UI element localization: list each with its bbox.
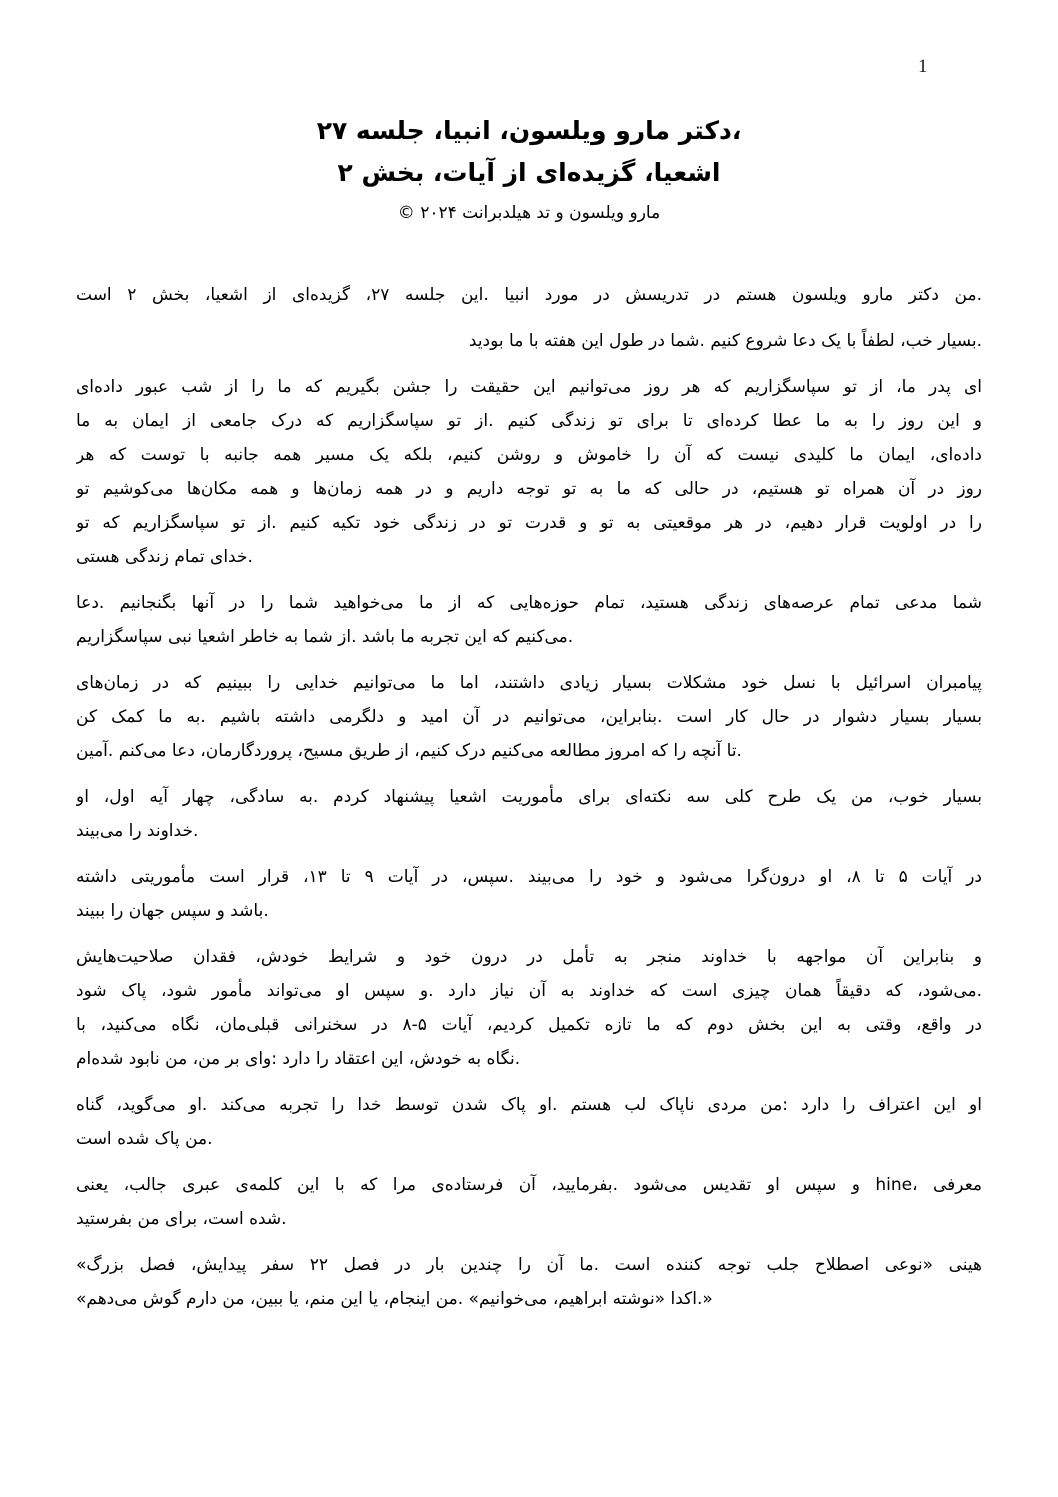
- copyright-byline: مارو ویلسون و تد هیلدبرانت ۲۰۲۴ ©: [397, 203, 661, 223]
- paragraph: [76, 860, 982, 928]
- paragraph: [76, 666, 982, 768]
- text-line: ای پدر ما، از تو سپاسگزاریم که هر روز می‌توانیم این حقیقت را جشن بگیریم که ما را از شب عبور داده‌ای: [76, 377, 982, 397]
- text-line: بسیار خوب، من یک طرح کلی سه نکته‌ای برای مأموریت اشعیا پیشنهاد کردم .به سادگی، چهار آیه اول، او: [76, 787, 982, 807]
- paragraph: [76, 1168, 982, 1236]
- text-line: در واقع، وقتی به این بخش دوم که ما تازه تکمیل کردیم، آیات ۵-۸ در سخنرانی قبلی‌مان، نگاه می‌کنید، با: [76, 1015, 982, 1035]
- text-line: .خداوند را می‌بیند: [76, 821, 199, 841]
- text-line: را در اولویت قرار دهیم، در هر موقعیتی به تو و قدرت تو در زندگی خود تکیه کنیم .از تو سپاسگزاریم که تو: [76, 513, 982, 533]
- text-line: او این اعتراف را دارد :من مردی ناپاک لب هستم .او پاک شدن توسط خدا را تجربه می‌کند .او می‌گوید، گناه: [76, 1095, 982, 1115]
- text-line: و این روز را به ما عطا کرده‌ای تا برای تو زندگی کنیم .از تو سپاسگزاریم که درک جامعی از ایمان به ما: [76, 411, 982, 431]
- text-line: .من پاک شده است: [76, 1129, 213, 1149]
- text-line: شما مدعی تمام عرصه‌های زندگی هستید، تمام حوزه‌هایی که از ما می‌خواهید شما را در آنها بگنجانیم .دعا: [76, 593, 982, 613]
- text-line: .تا آنچه را که امروز مطالعه می‌کنیم درک کنیم، از طریق مسیح، پروردگارمان، دعا می‌کنم .آمین: [76, 741, 742, 761]
- text-line: هینی «نوعی اصطلاح جلب توجه کننده است .ما آن را چندین بار در فصل ۲۲ سفر پیدایش، فصل بزرگ»: [76, 1255, 982, 1275]
- text-line: .می‌شود، که دقیقاً همان چیزی است که خداوند به آن نیاز دارد .و سپس او می‌تواند مأمور شود، پاک شود: [76, 981, 982, 1001]
- text-line: .شده است، برای من بفرستید: [76, 1209, 287, 1229]
- paragraph: [76, 278, 982, 312]
- text-line: در آیات ۵ تا ۸، او درون‌گرا می‌شود و خود را می‌بیند .سپس، در آیات ۹ تا ۱۳، قرار است مأموریتی داشته: [76, 867, 982, 887]
- text-line: روز در آن همراه تو هستیم، در حالی که ما به تو توجه داریم و در همه زمان‌ها و همه مکان‌ها می‌کوشیم تو: [76, 479, 982, 499]
- text-line: بسیار بسیار دشوار در حال کار است .بنابراین، می‌توانیم در آن امید و دلگرمی داشته باشیم .به ما کمک کن: [76, 707, 982, 727]
- text-line: و بنابراین آن مواجهه با خداوند منجر به تأمل در درون خود و شرایط خودش، فقدان صلاحیت‌هایش: [76, 947, 982, 967]
- paragraph: [76, 1088, 982, 1156]
- paragraph: [76, 780, 982, 848]
- text-line: .باشد و سپس جهان را ببیند: [76, 901, 269, 921]
- document-header: [0, 110, 1058, 228]
- paragraph: [76, 586, 982, 654]
- text-line: .نگاه به خودش، این اعتقاد را دارد :وای بر من، من نابود شده‌ام: [76, 1049, 521, 1069]
- text-line: .خدای تمام زندگی هستی: [76, 547, 253, 567]
- text-line: معرفی ،hine و سپس او تقدیس می‌شود .بفرمایید، آن فرستاده‌ی مرا که با این کلمه‌ی عبری جالب، یعنی: [76, 1175, 982, 1195]
- text-line: پیامبران اسرائیل با نسل خود مشکلات بسیار زیادی داشتند، اما ما می‌توانیم خدایی را ببینیم که در زمان‌های: [76, 673, 982, 693]
- document-title-line-2: اشعیا، گزیده‌ای از آیات، بخش ۲: [337, 158, 721, 187]
- text-line: «.اکدا «نوشته ابراهیم، می‌خوانیم» .من اینجام، یا این منم، یا ببین، من دارم گوش می‌دهم»: [76, 1289, 713, 1309]
- text-line: .من دکتر مارو ویلسون هستم در تدریسش در مورد انبیا .این جلسه ۲۷، گزیده‌ای از اشعیا، بخش ۲ است: [76, 285, 982, 305]
- text-line: .بسیار خب، لطفاً با یک دعا شروع کنیم .شما در طول این هفته با ما بودید: [468, 331, 982, 351]
- text-line: داده‌ای، ایمان ما کلیدی نیست که آن را خاموش و روشن کنیم، بلکه یک مسیر همه جانبه با توست که هر: [76, 445, 982, 465]
- paragraph: [76, 940, 982, 1076]
- paragraph: [76, 324, 982, 358]
- document-title-line-1: ،دکتر مارو ویلسون، انبیا، جلسه ۲۷: [316, 116, 742, 145]
- page-number: 1: [918, 56, 928, 77]
- paragraph: [76, 1248, 982, 1316]
- document-body: [76, 278, 982, 1316]
- paragraph: [76, 370, 982, 574]
- text-line: .می‌کنیم که این تجربه ما باشد .از شما به خاطر اشعیا نبی سپاسگزاریم: [76, 627, 574, 647]
